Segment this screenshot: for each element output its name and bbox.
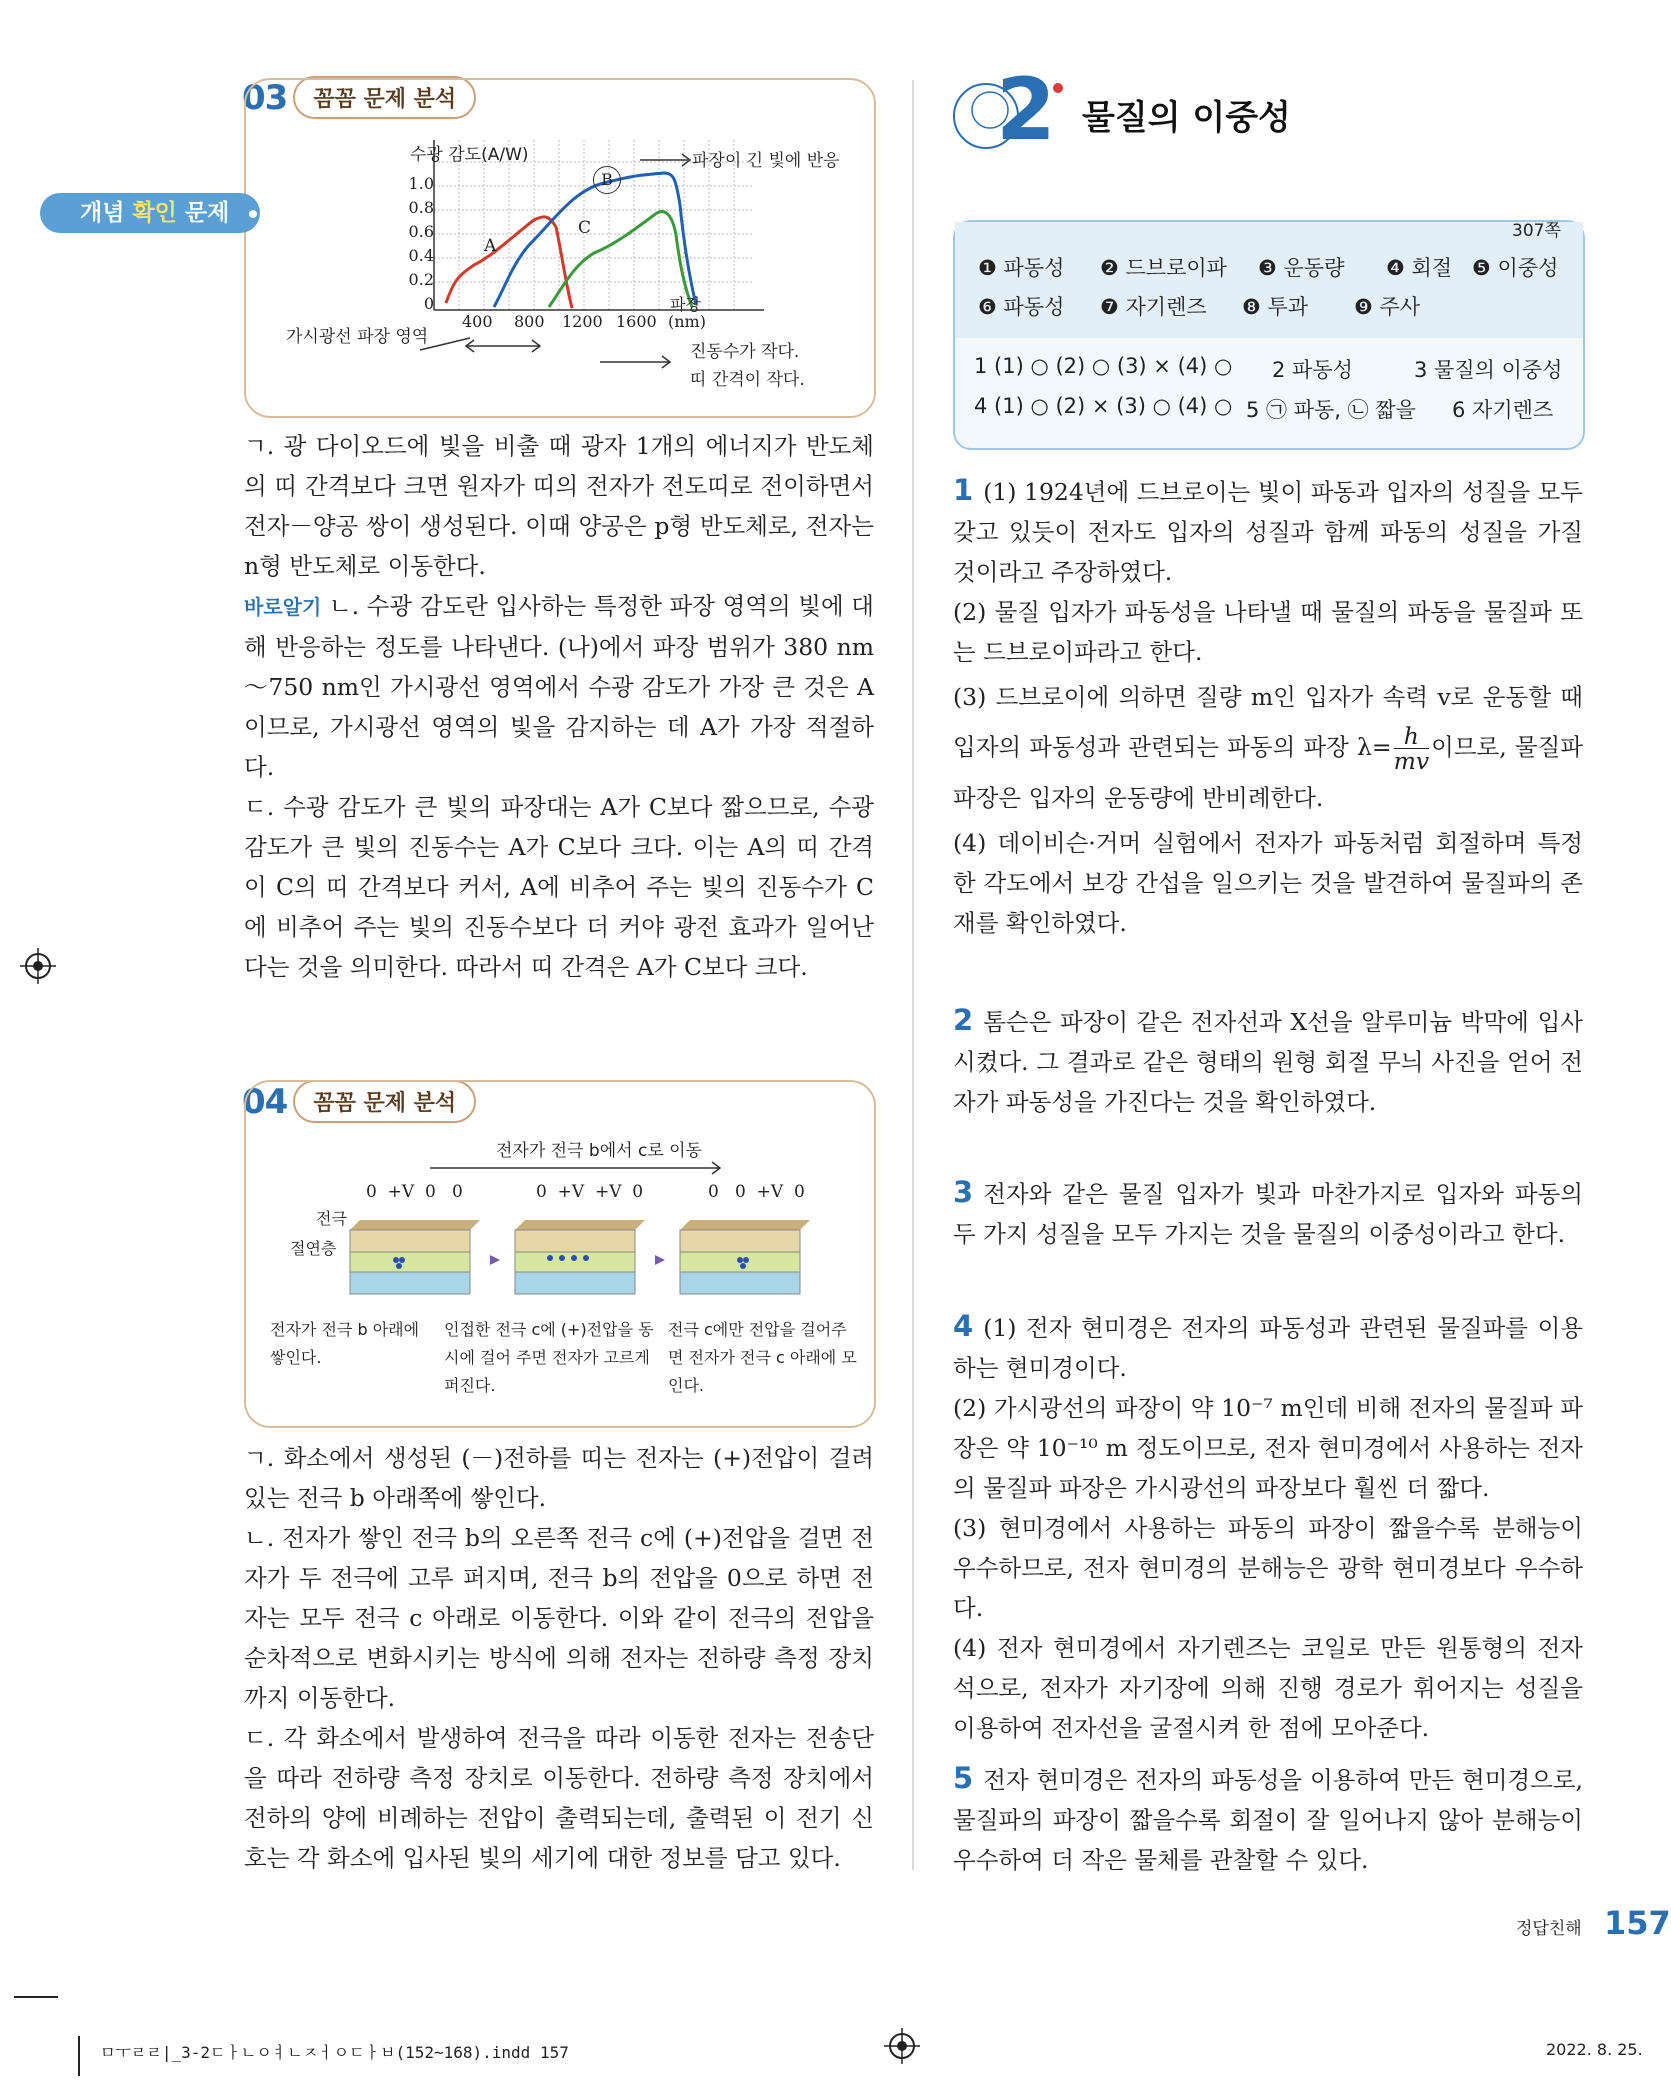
answer-2: 2 파동성 <box>1272 358 1353 382</box>
answer-5: 5 ㉠ 파동, ㉡ 짧을 <box>1246 398 1416 422</box>
voltage-set-1: 0 +V 0 0 <box>366 1182 463 1202</box>
term-4: ❹ 회절 <box>1386 256 1453 280</box>
ccd-top-caption: 전자가 전극 b에서 c로 이동 <box>496 1141 702 1161</box>
xtick-800: 800 <box>514 312 545 331</box>
explanation-2: 2 톰슨은 파장이 같은 전자선과 X선을 알루미늄 박막에 입사시켰다. 그 결과로 같은 형태의 원형 회절 무늬 사진을 얻어 전자가 파동성을 가진다는 것을 확인하였다. <box>953 1003 1583 1116</box>
explanation-4: 4 (1) 전자 현미경은 전자의 파동성과 관련된 물질파를 이용하는 현미경이다. (2) 가시광선의 파장이 약 10⁻⁷ m인데 비해 전자의 물질파 파장은 약 10⁻¹⁰ m 정도이므로, 전자 현미경에서 사용하는 전자의 물질파 파장은 가시광선의 파장보다 훨씬 더 짧다. (3) 현미경에서 사용하는 파동의 파장이 짧을수록 분해능이 우수하므로, 전자 현미경의 분해능은 광학 현미경보다 우수하다. (4) 전자 현미경에서 자기렌즈는 코일로 만든 원통형의 전자석으로, 전자가 자기장에 의해 진행 경로가 휘어지는 성질을 이용하여 전자선을 굴절시켜 한 점에 모아준다. <box>953 1309 1583 1742</box>
ccd-caption-2: 인접한 전극 c에 (+)전압을 동시에 걸어 주면 전자가 고르게 퍼진다. <box>444 1320 654 1395</box>
xtick-1600: 1600 <box>616 312 657 331</box>
print-date: 2022. 8. 25. <box>1546 2040 1643 2059</box>
double-arrow-icon <box>400 334 550 360</box>
note-long-wave: 파장이 긴 빛에 반응 <box>692 151 840 171</box>
para-04-1: ㄱ. 화소에서 생성된 (－)전하를 띠는 전자는 (+)전압이 걸려 있는 전극 b 아래쪽에 쌓인다. <box>244 1444 874 1512</box>
xtick-1200: 1200 <box>562 312 603 331</box>
crop-mark <box>14 1996 58 1998</box>
label-electrode: 전극 <box>316 1209 347 1228</box>
unit-number: 2 <box>996 60 1056 160</box>
answer-3: 3 물질의 이중성 <box>1414 358 1563 382</box>
registration-mark-icon <box>20 948 56 984</box>
page-number: 157 <box>1604 1904 1671 1942</box>
section-03-text <box>244 426 874 987</box>
xunit: 파장 <box>670 295 701 314</box>
page-ref: 307쪽 <box>1512 221 1561 241</box>
crop-mark <box>78 2036 80 2076</box>
column-divider <box>912 80 914 1870</box>
section-title: 꼼꼼 문제 분석 <box>293 76 476 119</box>
ccd-block-3 <box>680 1220 810 1294</box>
file-info: ㅁㅜㄹㄹ|_3-2ㄷㅏㄴㅇㅕㄴㅈㅓㅇㄷㅏㅂ(152~168).indd 157 <box>100 2043 569 2062</box>
ccd-block-2 <box>515 1220 645 1294</box>
para-03-3: ㄷ. 수광 감도가 큰 빛의 파장대는 A가 C보다 짧으므로, 수광 감도가 큰 빛의 진동수는 A가 C보다 크다. 이는 A의 띠 간격이 C의 띠 간격보다 커서, A에 비추어 주는 빛의 진동수가 C에 비추어 주는 빛의 진동수보다 더 커야 광전 효과가 일어난다는 것을 의미한다. 따라서 띠 간격은 A가 C보다 크다. <box>244 793 874 981</box>
note-visible-range: 가시광선 파장 영역 <box>286 327 429 347</box>
explanation-5: 5 전자 현미경은 전자의 파동성을 이용하여 만든 현미경으로, 물질파의 파장이 짧을수록 회절이 잘 일어나지 않아 분해능이 우수하여 더 작은 물체를 관찰할 수 있다. <box>953 1761 1583 1874</box>
explanation-3: 3 전자와 같은 물질 입자가 빛과 마찬가지로 입자와 파동의 두 가지 성질을 모두 가지는 것을 물질의 이중성이라고 한다. <box>953 1175 1583 1248</box>
label-insulator: 절연층 <box>290 1239 337 1258</box>
voltage-set-2: 0 +V +V 0 <box>536 1182 644 1202</box>
label-A: A <box>484 236 497 256</box>
section-number: 04 <box>242 1081 288 1122</box>
ccd-block-1 <box>350 1220 480 1294</box>
para-04-3: ㄷ. 각 화소에서 발생하여 전극을 따라 이동한 전자는 전송단을 따라 전하량 측정 장치로 이동한다. 전하량 측정 장치에서 전하의 양에 비례하는 전압이 출력되는데, 출력된 이 전기 신호는 각 화소에 입사된 빛의 세기에 대한 정보를 담고 있다. <box>244 1724 874 1872</box>
ccd-diagram <box>340 1200 830 1300</box>
term-7: ❼ 자기렌즈 <box>1100 295 1207 319</box>
long-arrow-icon <box>430 1160 730 1176</box>
term-3: ❸ 운동량 <box>1258 256 1345 280</box>
term-1: ❶ 파동성 <box>978 256 1065 280</box>
para-03-2: 바로알기 ㄴ. 수광 감도란 입사하는 특정한 파장 영역의 빛에 대해 반응하는 정도를 나타낸다. (나)에서 파장 범위가 380 nm～750 nm인 가시광선 영역에서 수광 감도가 가장 큰 것은 A이므로, 가시광선 영역의 빛을 감지하는 데 A가 가장 적절하다. <box>244 592 874 781</box>
curve-B <box>494 173 696 307</box>
concept-check-title: 개념 확인 문제 <box>40 193 260 233</box>
label-C: C <box>578 218 592 238</box>
wrong-tag: 바로알기 <box>244 595 322 619</box>
answer-4: 4 (1) ○ (2) × (3) ○ (4) ○ <box>974 394 1233 418</box>
label-B: B <box>593 166 621 194</box>
term-8: ❽ 투과 <box>1242 295 1309 319</box>
ccd-caption-1: 전자가 전극 b 아래에 쌓인다. <box>270 1320 420 1367</box>
term-2: ❷ 드브로이파 <box>1100 256 1227 280</box>
answer-6: 6 자기렌즈 <box>1452 398 1554 422</box>
question-number: 1 <box>953 473 974 507</box>
term-5: ❺ 이중성 <box>1472 256 1559 280</box>
para-04-2: ㄴ. 전자가 쌓인 전극 b의 오른쪽 전극 c에 (+)전압을 걸면 전자가 두 전극에 고루 퍼지며, 전극 b의 전압을 0으로 하면 전자는 모두 전극 c 아래로 이동한다. 이와 같이 전극의 전압을 순차적으로 변화시키는 방식에 의해 전자는 전하량 측정 장치까지 이동한다. <box>244 1524 874 1712</box>
graph-yticks: 1.0 0.8 0.6 0.4 0.2 0 <box>408 174 434 313</box>
arrow-icon <box>640 150 694 170</box>
voltage-set-3: 0 0 +V 0 <box>708 1182 805 1202</box>
arrow-right-icon <box>600 352 680 372</box>
note-frequency: 진동수가 작다. 띠 간격이 작다. <box>690 342 805 390</box>
section-title: 꼼꼼 문제 분석 <box>293 1080 476 1123</box>
ccd-caption-3: 전극 c에만 전압을 걸어주면 전자가 전극 c 아래에 모인다. <box>668 1320 857 1395</box>
curve-A <box>446 217 572 308</box>
xtick-400: 400 <box>462 312 493 331</box>
para-03-1: ㄱ. 광 다이오드에 빛을 비출 때 광자 1개의 에너지가 반도체의 띠 간격보다 크면 원자가 띠의 전자가 전도띠로 전이하면서 전자－양공 쌍이 생성된다. 이때 양공은 p형 반도체로, 전자는 n형 반도체로 이동한다. <box>244 432 874 580</box>
footer-label: 정답친해 <box>1516 1919 1582 1939</box>
section-number: 03 <box>242 77 288 118</box>
registration-mark-icon <box>884 2028 920 2064</box>
graph-ylabel: 수광 감도(A/W) <box>410 145 529 165</box>
section-04-text <box>244 1438 874 1878</box>
explanation-1: 1 (1) 1924년에 드브로이는 빛이 파동과 입자의 성질을 모두 갖고 있듯이 전자도 입자의 성질과 함께 파동의 성질을 가질 것이라고 주장하였다. (2) 물질 입자가 파동성을 나타낼 때 물질의 파동을 물질파 또는 드브로이파라고 한다. (3) 드브로이에 의하면 질량 m인 입자가 속력 v로 운동할 때 입자의 파동성과 관련되는 파동의 파장 λ= $\frac{h}{mv}$ 이므로, 물질파 파장은 입자의 운동량에 반비례한다. (4) 데이비슨·거머 실험에서 전자가 파동처럼 회절하며 특정한 각도에서 보강 간섭을 일으키는 것을 발견하여 물질파의 존재를 확인하였다. <box>953 473 1583 937</box>
unit-title: 물질의 이중성 <box>1082 98 1291 138</box>
answer-1: 1 (1) ○ (2) ○ (3) × (4) ○ <box>974 354 1233 378</box>
term-9: ❾ 주사 <box>1354 295 1421 319</box>
term-6: ❻ 파동성 <box>978 295 1065 319</box>
xunit-nm: (nm) <box>668 312 706 331</box>
